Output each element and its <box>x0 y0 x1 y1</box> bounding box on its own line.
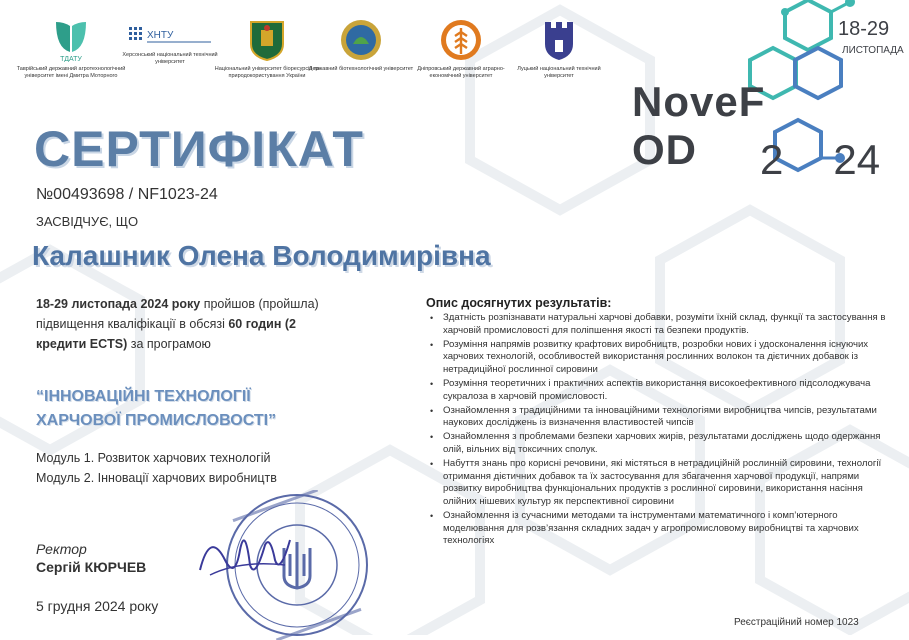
recipient-name: Калашник Олена Володимирівна <box>32 240 491 271</box>
bullet-icon: • <box>430 459 434 470</box>
event-name-part1: NoveF <box>632 78 766 125</box>
partner-name: Херсонський національний технічний університет <box>122 52 218 65</box>
result-text: Ознайомлення з проблемами безпеки харчових жирів, результатами досліджень щодо одержання олій, вільних від токсичних сполук. <box>443 431 881 455</box>
issue-date: 5 грудня 2024 року <box>36 598 159 614</box>
result-item <box>428 510 886 548</box>
dduae-wheat-icon <box>439 18 483 62</box>
result-text: Ознайомлення із сучасними методами та інструментами математичного і комп’ютерного моделювання для розв’язання складних задач у агропромисловому виробництві та харчових технологіях <box>443 509 859 547</box>
event-name-part2: OD <box>632 126 697 173</box>
bullet-icon: • <box>430 432 434 443</box>
event-dates: 18-29 <box>838 18 890 40</box>
result-item <box>428 458 886 508</box>
result-item <box>428 339 886 377</box>
bullet-icon: • <box>430 378 434 389</box>
partner-dduae <box>406 18 516 80</box>
partner-abbr: ХНТУ <box>147 30 174 41</box>
result-item <box>428 312 886 337</box>
results-title: Опис досягнутих результатів: <box>426 296 612 310</box>
bullet-icon: • <box>430 405 434 416</box>
hntu-logo-icon <box>125 18 215 48</box>
program-title-line1: “ІННОВАЦІЙНІ ТЕХНОЛОГІЇ <box>36 388 251 405</box>
rector-first-name: Сергій <box>36 559 85 575</box>
tdatu-logo-icon <box>50 18 92 62</box>
module-item: Модуль 2. Інновації харчових виробництв <box>36 471 277 485</box>
result-item <box>428 431 886 456</box>
event-year-left: 2 <box>760 136 784 183</box>
result-text: Розуміння напрямів розвитку крафтових виробництв, розробки нових і удосконалення існуючих харчових технологій, особливостей використання рослинних волокон та дієтичних добавок із нетрадиційної рослинної сировини <box>443 338 869 375</box>
partner-name: Національний університет біоресурсів та природокористування України <box>214 66 320 79</box>
nubip-crest-icon <box>247 18 287 62</box>
result-text: Здатність розпізнавати натуральні харчові добавки, розуміти їхній склад, функції та застосування в харчовій промисловості для поліпшення якості та безпеки продуктів. <box>443 312 886 336</box>
rector-name <box>36 559 146 575</box>
partner-name: Таврійський державний агротехнологічний університет імені Дмитра Моторного <box>16 66 126 79</box>
results-list <box>428 312 886 549</box>
event-month: ЛИСТОПАДА <box>842 45 904 56</box>
partner-abbr: ТДАТУ <box>60 56 82 62</box>
partner-lntu <box>504 18 614 80</box>
rector-last-name: КЮРЧЕВ <box>84 559 147 575</box>
result-text: Ознайомлення з традиційними та інноваційними технологіями виробництва чипсів, результатами наукових досліджень із визначення властивостей чипсів <box>443 404 877 429</box>
completion-statement <box>36 294 336 354</box>
result-item <box>428 378 886 403</box>
certifies-label: ЗАСВІДЧУЄ, ЩО <box>36 214 139 229</box>
lntu-castle-icon <box>537 18 581 62</box>
registration-number: Реєстраційний номер 1023 <box>734 617 859 628</box>
event-year <box>760 136 880 184</box>
result-text: Набуття знань про корисні речовини, які містяться в нетрадиційній рослинній сировини, технології отримання дієтичних добавок та їх застосування для збагачення харчової продукції, напрями розвитку виробництва функціональних продуктів з рослинної сировини, використання насіння олійних нішевих культур як перспективної сировини <box>443 458 882 507</box>
certificate-title: СЕРТИФІКАТ <box>34 121 364 177</box>
bullet-icon: • <box>430 510 434 521</box>
program-title <box>36 385 366 433</box>
rector-signature <box>190 520 300 590</box>
module-item: Модуль 1. Розвиток харчових технологій <box>36 451 271 465</box>
completion-text: пройшов (пройшла) підвищення кваліфікації в обсязі <box>36 297 319 331</box>
partner-dbtu <box>306 18 416 73</box>
rector-role: Ректор <box>36 541 87 557</box>
bullet-icon: • <box>430 339 434 350</box>
partner-tdatu <box>16 18 126 80</box>
program-title-line2: ХАРЧОВОЇ ПРОМИСЛОВОСТІ” <box>36 412 277 429</box>
training-period: 18-29 листопада 2024 року <box>36 297 201 311</box>
partner-name: Дніпровський державний аграрно-економічний університет <box>417 66 505 79</box>
event-year-right: 24 <box>833 136 881 183</box>
dbtu-emblem-icon <box>339 18 383 62</box>
result-item <box>428 405 886 430</box>
partner-name: Луцький національний технічний університет <box>517 66 601 79</box>
partner-name: Державний біотехнологічний університет <box>308 66 414 72</box>
result-text: Розуміння теоретичних і практичних аспектів використання високоефективного підсолоджувача сукралоза в харчовій промисловості. <box>443 377 871 402</box>
certificate-number: №00493698 / NF1023-24 <box>36 186 218 203</box>
modules-list <box>36 448 277 488</box>
bullet-icon: • <box>430 313 434 323</box>
partner-hntu <box>115 18 225 66</box>
program-intro-text: за програмою <box>127 337 211 351</box>
training-volume: 60 годин (2 кредити ECTS) <box>36 317 296 351</box>
